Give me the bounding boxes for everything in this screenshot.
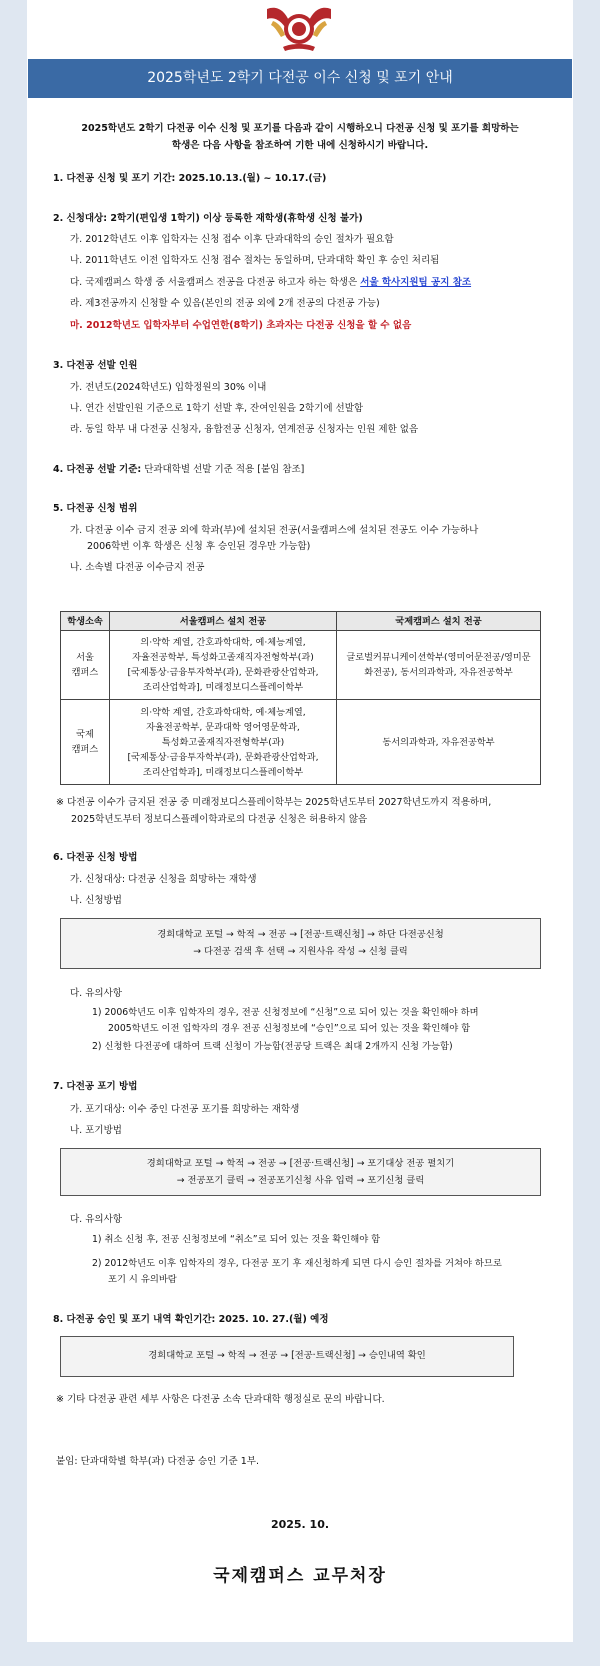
cell-line: 캠퍼스	[71, 667, 99, 678]
section-4-text: 단과대학별 선발 기준 적용 [붙임 참조]	[141, 464, 305, 475]
notice-title-banner: 2025학년도 2학기 다전공 이수 신청 및 포기 안내	[28, 59, 572, 98]
cell-line: 자율전공학부, 문과대학 영어영문학과,	[146, 721, 300, 733]
section-2-item: 가. 2012학년도 이후 입학자는 신청 접수 이후 단과대학의 승인 절차가 필요함	[70, 234, 394, 245]
table-cell-campus	[61, 631, 110, 700]
intro-line: 2025학년도 2학기 다전공 이수 신청 및 포기를 다음과 같이 시행하오니 다전공 신청 및 포기를 희망하는	[81, 123, 519, 134]
section-2-item: 라. 제3전공까지 신청할 수 있음(본인의 전공 외에 2개 전공의 다전공 가능)	[70, 298, 380, 309]
procedure-line: → 다전공 검색 후 선택 → 지원사유 작성 → 신청 클릭	[193, 946, 408, 957]
apply-procedure-box	[60, 918, 541, 969]
issuer-signature: 국제캠퍼스 교무처장	[213, 1566, 387, 1586]
section-6-item: 가. 신청대상: 다전공 신청을 희망하는 재학생	[70, 874, 257, 885]
section-3-item: 가. 전년도(2024학년도) 입학정원의 30% 이내	[70, 382, 267, 393]
table-cell-seoul	[110, 700, 337, 785]
university-seal-logo	[263, 3, 335, 55]
table-row	[61, 700, 541, 785]
section-2-item: 나. 2011학년도 이전 입학자도 신청 접수 절차는 동일하며, 단과대학 확인 후 승인 처리됨	[70, 255, 440, 266]
cell-line: 조리산업학과], 미래정보디스플레이학부	[142, 766, 304, 778]
cell-line: 조리산업학과], 미래정보디스플레이학부	[142, 682, 304, 693]
section-3-item: 나. 연간 선발인원 기준으로 1학기 선발 후, 잔여인원을 2학기에 선발함	[70, 403, 364, 414]
section-2-warning: 마. 2012학년도 입학자부터 수업연한(8학기) 초과자는 다전공 신청을 할 수 없음	[70, 320, 412, 331]
cell-line: [국제통상·금융투자학부(과), 문화관광산업학과,	[127, 751, 319, 763]
section-7-title: 7. 다전공 포기 방법	[53, 1081, 138, 1092]
table-row	[61, 631, 541, 700]
table-header-row	[61, 612, 541, 631]
section-8-title: 8. 다전공 승인 및 포기 내역 확인기간: 2025. 10. 27.(월) 예정	[53, 1314, 329, 1325]
attachment-note: 붙임: 단과대학별 학부(과) 다전공 승인 기준 1부.	[56, 1456, 259, 1467]
section-7-caution: 1) 취소 신청 후, 전공 신청정보에 “취소”로 되어 있는 것을 확인해야 함	[92, 1234, 381, 1245]
section-5-note-cont: 2025학년도부터 정보디스플레이학과로의 다전공 신청은 허용하지 않음	[71, 814, 368, 825]
approval-check-box: 경희대학교 포털 → 학적 → 전공 → [전공·트랙신청] → 승인내역 확인	[60, 1336, 514, 1377]
intro-paragraph	[60, 120, 540, 154]
section-7-item: 다. 유의사항	[70, 1214, 122, 1225]
section-5-item: 가. 다전공 이수 금지 전공 외에 학과(부)에 설치된 전공(서울캠퍼스에 설치된 전공도 이수 가능하나	[70, 525, 479, 536]
section-6-title: 6. 다전공 신청 방법	[53, 852, 138, 863]
section-7-item: 가. 포기대상: 이수 중인 다전공 포기를 희망하는 재학생	[70, 1104, 300, 1115]
restricted-majors-table	[60, 611, 541, 785]
section-1-title: 1. 다전공 신청 및 포기 기간: 2025.10.13.(월) ~ 10.17.(금)	[53, 173, 327, 184]
section-2-title: 2. 신청대상: 2학기(편입생 1학기) 이상 등록한 재학생(휴학생 신청 불가)	[53, 213, 363, 224]
section-5-note: ※ 다전공 이수가 금지된 전공 중 미래정보디스플레이학부는 2025학년도부터 2027학년도까지 적용하며,	[56, 797, 492, 808]
procedure-line: 경희대학교 포털 → 학적 → 전공 → [전공·트랙신청] → 하단 다전공신청	[157, 929, 444, 940]
procedure-line: 경희대학교 포털 → 학적 → 전공 → [전공·트랙신청] → 포기대상 전공 펼치기	[146, 1158, 455, 1169]
cell-line: 국제	[76, 729, 94, 740]
cell-line: 캠퍼스	[71, 744, 99, 755]
cell-line: [국제통상·금융투자학부(과), 문화관광산업학과,	[127, 667, 319, 678]
table-header: 서울캠퍼스 설치 전공	[110, 612, 337, 631]
procedure-line: → 전공포기 클릭 → 전공포기신청 사유 입력 → 포기신청 클릭	[176, 1175, 425, 1186]
withdraw-procedure-box	[60, 1148, 541, 1196]
section-3-title: 3. 다전공 선발 인원	[53, 360, 138, 371]
section-6-item: 다. 유의사항	[70, 988, 122, 999]
seoul-notice-link[interactable]: 서울 학사지원팀 공지 참조	[360, 277, 472, 288]
table-cell-global	[337, 631, 541, 700]
section-7-caution: 2) 2012학년도 이후 입학자의 경우, 다전공 포기 후 재신청하게 되면 다시 승인 절차를 거쳐야 하므로	[92, 1258, 502, 1269]
section-6-caution-cont: 2005학년도 이전 입학자의 경우 전공 신청정보에 “승인”으로 되어 있는 것을 확인해야 함	[108, 1023, 471, 1034]
section-2-item-text: 다. 국제캠퍼스 학생 중 서울캠퍼스 전공을 다전공 하고자 하는 학생은	[70, 277, 361, 288]
cell-line: 의·약학 계열, 간호과학대학, 예·체능계열,	[140, 637, 306, 648]
cell-line: 동서의과학과, 자유전공학부	[382, 736, 495, 748]
cell-line: 자율전공학부, 특성화고졸재직자전형학부(과)	[132, 652, 314, 663]
section-7-caution-cont: 포기 시 유의바람	[108, 1274, 177, 1285]
table-cell-seoul	[110, 631, 337, 700]
table-header: 학생소속	[61, 612, 110, 631]
section-3-item: 라. 동일 학부 내 다전공 신청자, 융합전공 신청자, 연계전공 신청자는 인원 제한 없음	[70, 424, 419, 435]
section-4-title: 4. 다전공 선발 기준:	[53, 464, 142, 475]
cell-line: 서울	[76, 652, 94, 663]
section-5-item: 나. 소속별 다전공 이수금지 전공	[70, 562, 205, 573]
notice-date: 2025. 10.	[270, 1518, 330, 1531]
cell-line: 의·약학 계열, 간호과학대학, 예·체능계열,	[140, 706, 306, 718]
section-6-caution: 1) 2006학년도 이후 입학자의 경우, 전공 신청정보에 “신청”으로 되어 있는 것을 확인해야 하며	[92, 1007, 479, 1018]
section-2-item	[70, 276, 471, 289]
intro-line: 학생은 다음 사항을 참조하여 기한 내에 신청하시기 바랍니다.	[171, 140, 429, 151]
section-5-title: 5. 다전공 신청 범위	[53, 503, 138, 514]
contact-note: ※ 기타 다전공 관련 세부 사항은 다전공 소속 단과대학 행정실로 문의 바랍니다.	[56, 1394, 385, 1405]
section-6-caution: 2) 신청한 다전공에 대하여 트랙 신청이 가능함(전공당 트랙은 최대 2개까지 신청 가능함)	[92, 1041, 453, 1052]
section-5-item-cont: 2006학번 이후 학생은 신청 후 승인된 경우만 가능함)	[87, 541, 311, 552]
section-4	[53, 463, 304, 476]
section-6-item: 나. 신청방법	[70, 895, 122, 906]
table-cell-global	[337, 700, 541, 785]
section-7-item: 나. 포기방법	[70, 1125, 122, 1136]
cell-line: 글로벌커뮤니케이션학부(영미어문전공/영미문	[346, 652, 531, 663]
table-header: 국제캠퍼스 설치 전공	[337, 612, 541, 631]
cell-line: 화전공), 동서의과학과, 자유전공학부	[364, 667, 513, 678]
cell-line: 특성화고졸재직자전형학부(과)	[161, 736, 285, 748]
table-cell-campus	[61, 700, 110, 785]
